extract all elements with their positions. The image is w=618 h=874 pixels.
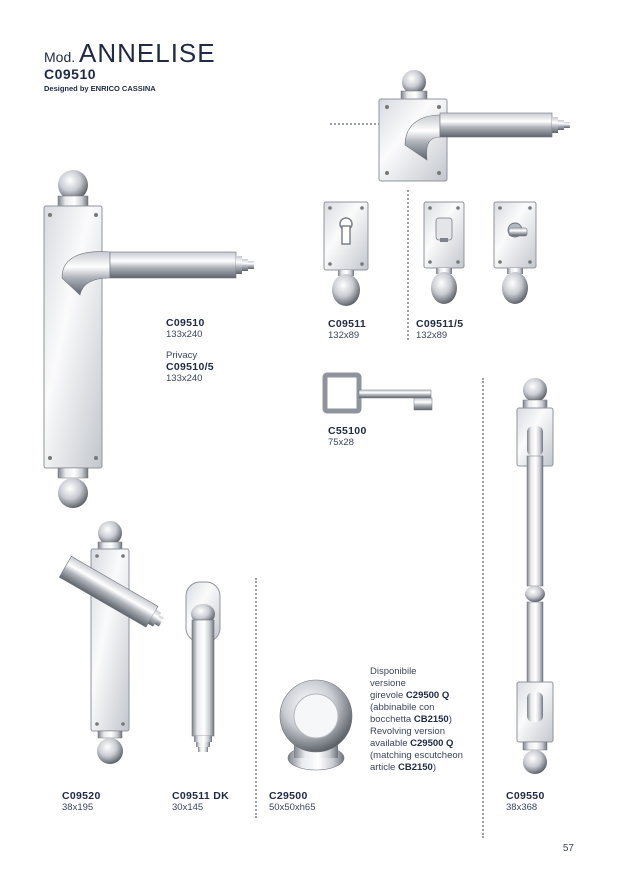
- note-line: (matching escutcheon: [370, 750, 463, 761]
- product-c29500-label: [269, 790, 315, 813]
- product-dims: 50x50xh65: [269, 802, 316, 813]
- note-line: Disponibile: [370, 666, 417, 677]
- product-dims: 132x89: [328, 330, 360, 341]
- page-number: 57: [562, 843, 574, 854]
- model-title: [44, 38, 216, 69]
- mod-prefix: Mod.: [44, 49, 76, 65]
- window-handle-image: [180, 578, 230, 778]
- escutcheon-privacy-image: [422, 200, 552, 310]
- product-dims: 132x89: [416, 330, 448, 341]
- product-code: C55100: [328, 425, 367, 437]
- pull-handle-image: [505, 376, 575, 796]
- note-line: bocchetta CB2150): [370, 714, 452, 725]
- note-line: Revolving version: [370, 726, 445, 737]
- separator-dots: [330, 123, 380, 125]
- product-c09511dk-label: [172, 790, 229, 813]
- separator-dots: [482, 378, 484, 838]
- product-c09510-label: [166, 317, 214, 384]
- lever-handle-short-plate-image: [375, 65, 585, 190]
- product-code: C09511 DK: [172, 790, 229, 802]
- key-image: [322, 372, 442, 417]
- product-dims: 38x368: [506, 802, 538, 813]
- product-code: C09550: [506, 790, 545, 802]
- model-name: ANNELISE: [79, 38, 216, 68]
- escutcheon-keyhole-image: [322, 200, 372, 310]
- separator-dots: [407, 190, 409, 340]
- product-code: C09511/5: [416, 318, 464, 330]
- product-dims: 133x240: [166, 329, 203, 340]
- product-c09511-5-label: [416, 318, 463, 341]
- product-dims: 133x240: [166, 373, 203, 384]
- product-code: C09510: [166, 317, 205, 329]
- knob-image: [272, 676, 362, 786]
- note-line: versione: [370, 678, 406, 689]
- product-code: C09520: [62, 790, 101, 802]
- product-c09550-label: [506, 790, 545, 813]
- lever-handle-long-plate-image: [40, 160, 270, 520]
- note-line: girevole C29500 Q: [370, 690, 450, 701]
- note-line: article CB2150): [370, 762, 437, 773]
- separator-dots: [255, 578, 257, 818]
- c29500-revolving-note: [370, 666, 480, 774]
- product-c09511-label: [328, 318, 366, 341]
- model-code: C09510: [44, 66, 97, 82]
- privacy-label: Privacy: [166, 350, 198, 361]
- product-c55100-label: [328, 425, 367, 448]
- product-code: C09510/5: [166, 361, 214, 373]
- product-dims: 38x195: [62, 802, 94, 813]
- note-line: (abbinabile con: [370, 702, 435, 713]
- lever-handle-narrow-plate-image: [55, 518, 170, 780]
- designer-credit: Designed by ENRICO CASSINA: [44, 84, 156, 93]
- product-code: C29500: [269, 790, 308, 802]
- product-c09520-label: [62, 790, 101, 813]
- product-dims: 75x28: [328, 437, 354, 448]
- note-line: available C29500 Q: [370, 738, 454, 749]
- product-dims: 30x145: [172, 802, 204, 813]
- product-code: C09511: [328, 318, 367, 330]
